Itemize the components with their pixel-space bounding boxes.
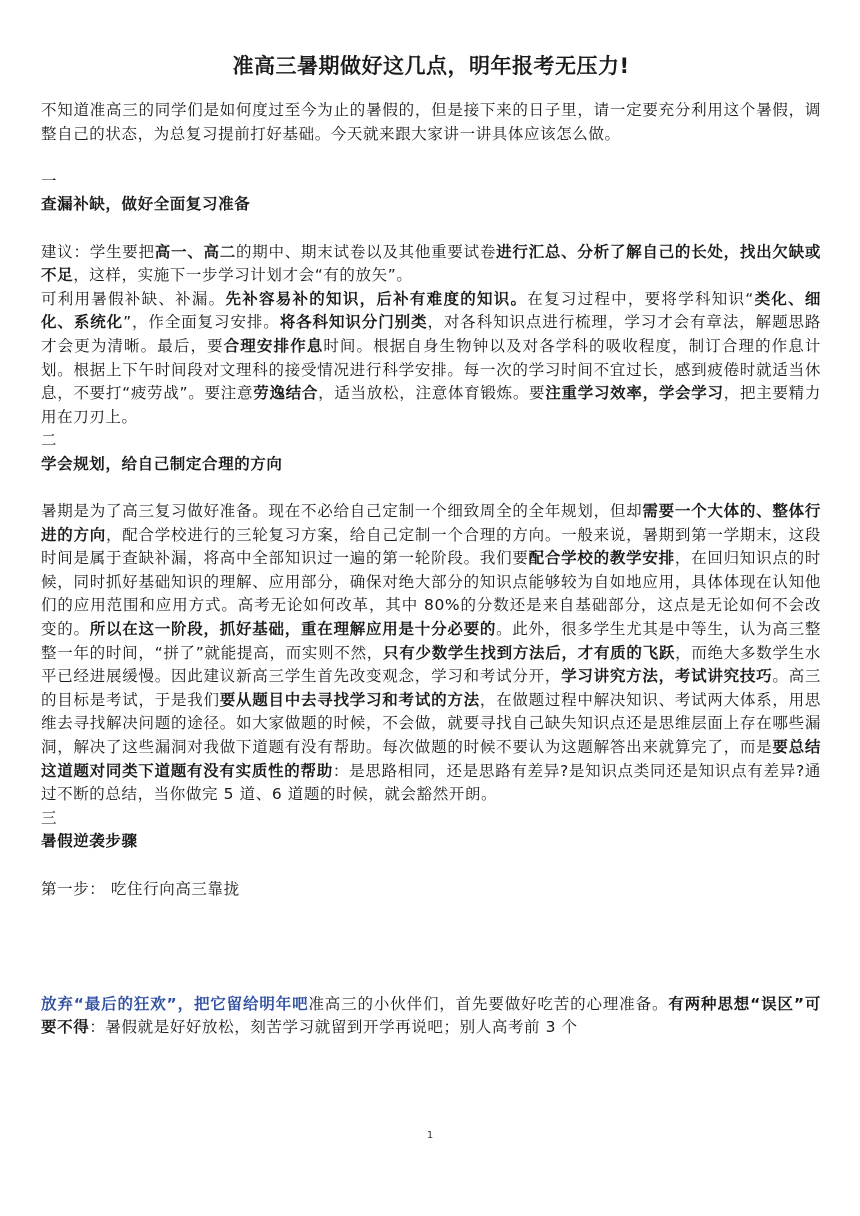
section-1-number: 一 (41, 171, 57, 190)
section-3-step-1: 第一步： 吃住行向高三靠拢 (41, 879, 240, 898)
section-3-title: 暑假逆袭步骤 (41, 832, 138, 851)
section-3-paragraph: 放弃“最后的狂欢”，把它留给明年吧准高三的小伙伴们，首先要做好吃苦的心理准备。有两种思想“误区”可要不得：暑假就是好好放松，刻苦学习就留到开学再说吧；别人高考前 3 个 (41, 994, 822, 1037)
section-2-paragraph: 暑期是为了高三复习做好准备。现在不必给自己定制一个细致周全的全年规划，但却需要一个大体的、整体行进的方向，配合学校进行的三轮复习方案，给自己定制一个合理的方向。一般来说，暑期到第一学期末，这段时间是属于查缺补漏，将高中全部知识过一遍的第一轮阶段。我们要配合学校的教学安排，在回归知识点的时候，同时抓好基础知识的理解、应用部分，确保对绝大部分的知识点能够较为自如地应用，具体体现在认知他们的应用范围和应用方式。高考无论如何改革，其中 80%的分数还是来自基础部分，这点是无论如何不会改变的。所以在这一阶段，抓好基础，重在理解应用是十分必要的。此外，很多学生尤其是中等生，认为高三整整一年的时间，“拼了”就能提高，而实则不然，只有少数学生找到方法后，才有质的飞跃，而绝大多数学生水平已经进展缓慢。因此建议新高三学生首先改变观念，学习和考试分开，学习讲究方法，考试讲究技巧。高三的目标是考试，于是我们要从题目中去寻找学习和考试的方法，在做题过程中解决知识、考试两大体系，用思维去寻找解决问题的途径。如大家做题的时候，不会做，就要寻找自己缺失知识点还是思维层面上存在哪些漏洞，解决了这些漏洞对我做下道题有没有帮助。每次做题的时候不要认为这题解答出来就算完了，而是要总结这道题对同类下道题有没有实质性的帮助：是思路相同，还是思路有差异?是知识点类同还是知识点有差异?通过不断的总结，当你做完 5 道、6 道题的时候，就会豁然开朗。 (41, 502, 822, 804)
document-body (41, 50, 821, 1040)
section-1-paragraph-2: 可利用暑假补缺、补漏。先补容易补的知识，后补有难度的知识。在复习过程中，要将学科知识“类化、细化、系统化”，作全面复习安排。将各科知识分门别类，对各科知识点进行梳理，学习才会有章法，解题思路才会更为清晰。最后，要合理安排作息时间。根据自身生物钟以及对各学科的吸收程度，制订合理的作息计划。根据上下午时间段对文理科的接受情况进行科学安排。每一次的学习时间不宜过长，感到疲倦时就适当休息，不要打“疲劳战”。要注意劳逸结合，适当放松，注意体育锻炼。要注重学习效率，学会学习，把主要精力用在刀刃上。 (41, 289, 822, 426)
section-1-title: 查漏补缺，做好全面复习准备 (41, 195, 251, 214)
section-3-number: 三 (41, 808, 57, 827)
section-1-paragraph-1: 建议：学生要把高一、高二的期中、期末试卷以及其他重要试卷进行汇总、分析了解自己的长处，找出欠缺或不足，这样，实施下一步学习计划才会“有的放矢”。 (41, 242, 821, 285)
intro-paragraph: 不知道准高三的同学们是如何度过至今为止的暑假的，但是接下来的日子里，请一定要充分利用这个暑假，调整自己的状态，为总复习提前打好基础。今天就来跟大家讲一讲具体应该怎么做。 (41, 101, 821, 143)
section-2-number: 二 (41, 431, 57, 450)
page-number: 1 (426, 1130, 434, 1141)
page-title: 准高三暑期做好这几点，明年报考无压力! (232, 54, 630, 78)
section-2-title: 学会规划，给自己制定合理的方向 (41, 454, 283, 473)
